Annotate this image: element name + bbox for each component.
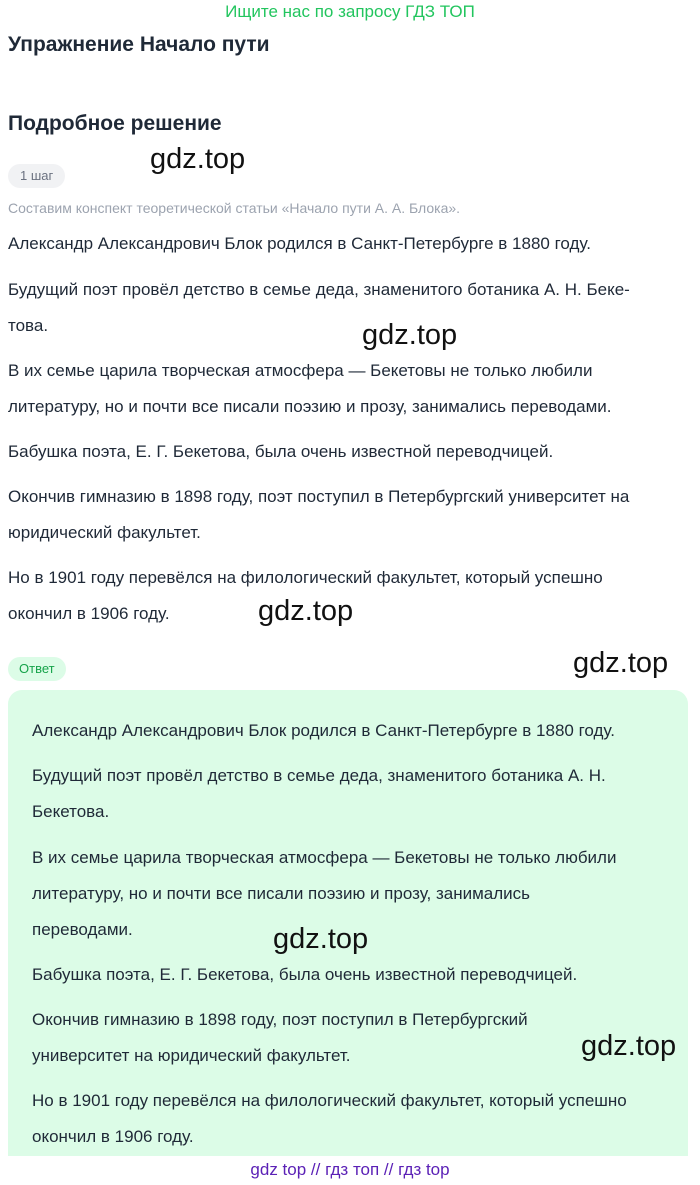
watermark: gdz.top [581,1030,677,1062]
solution-line: В их семье царила творческая атмосфера — Бекетовы не только любили [8,361,593,380]
top-banner[interactable]: Ищите нас по запросу ГДЗ ТОП [225,2,475,21]
section-title: Подробное решение [8,112,222,135]
answer-badge: Ответ [8,657,66,681]
answer-line: Александр Александрович Блок родился в Санкт-Петербурге в 1880 году. [32,721,615,740]
answer-line: Но в 1901 году перевёлся на филологический факультет, который успешно [32,1091,627,1110]
solution-line: литературу, но и почти все писали поэзию и прозу, занимались переводами. [8,397,612,416]
answer-line: университет на юридический факультет. [32,1046,351,1065]
answer-line: В их семье царила творческая атмосфера — Бекетовы не только любили [32,848,617,867]
answer-line: Окончив гимназию в 1898 году, поэт поступил в Петербургский [32,1010,528,1029]
watermark: gdz.top [258,595,354,627]
solution-line: юридический факультет. [8,523,201,542]
solution-line: Будущий поэт провёл детство в семье деда, знаменитого ботаника А. Н. Беке- [8,280,630,299]
solution-line: това. [8,316,49,335]
solution-line: окончил в 1906 году. [8,604,170,623]
solution-line: Александр Александрович Блок родился в Санкт-Петербурге в 1880 году. [8,234,591,253]
footer-links[interactable]: gdz top // гдз топ // гдз top [250,1160,450,1179]
answer-line: Бабушка поэта, Е. Г. Бекетова, была очень известной переводчицей. [32,965,578,984]
answer-line: окончил в 1906 году. [32,1127,194,1146]
intro-text: Составим конспект теоретической статьи «Начало пути А. А. Блока». [8,200,461,216]
watermark: gdz.top [362,319,458,351]
answer-line: Бекетова. [32,802,110,821]
answer-line: переводами. [32,920,133,939]
step-badge: 1 шаг [8,164,65,188]
solution-line: Окончив гимназию в 1898 году, поэт поступил в Петербургский университет на [8,487,630,506]
solution-line: Бабушка поэта, Е. Г. Бекетова, была очень известной переводчицей. [8,442,554,461]
answer-line: литературу, но и почти все писали поэзию и прозу, занимались [32,884,530,903]
answer-line: Будущий поэт провёл детство в семье деда, знаменитого ботаника А. Н. [32,766,606,785]
watermark: gdz.top [573,647,669,679]
exercise-title: Упражнение Начало пути [8,33,270,56]
solution-line: Но в 1901 году перевёлся на филологический факультет, который успешно [8,568,603,587]
watermark: gdz.top [273,923,369,955]
watermark: gdz.top [150,143,246,175]
